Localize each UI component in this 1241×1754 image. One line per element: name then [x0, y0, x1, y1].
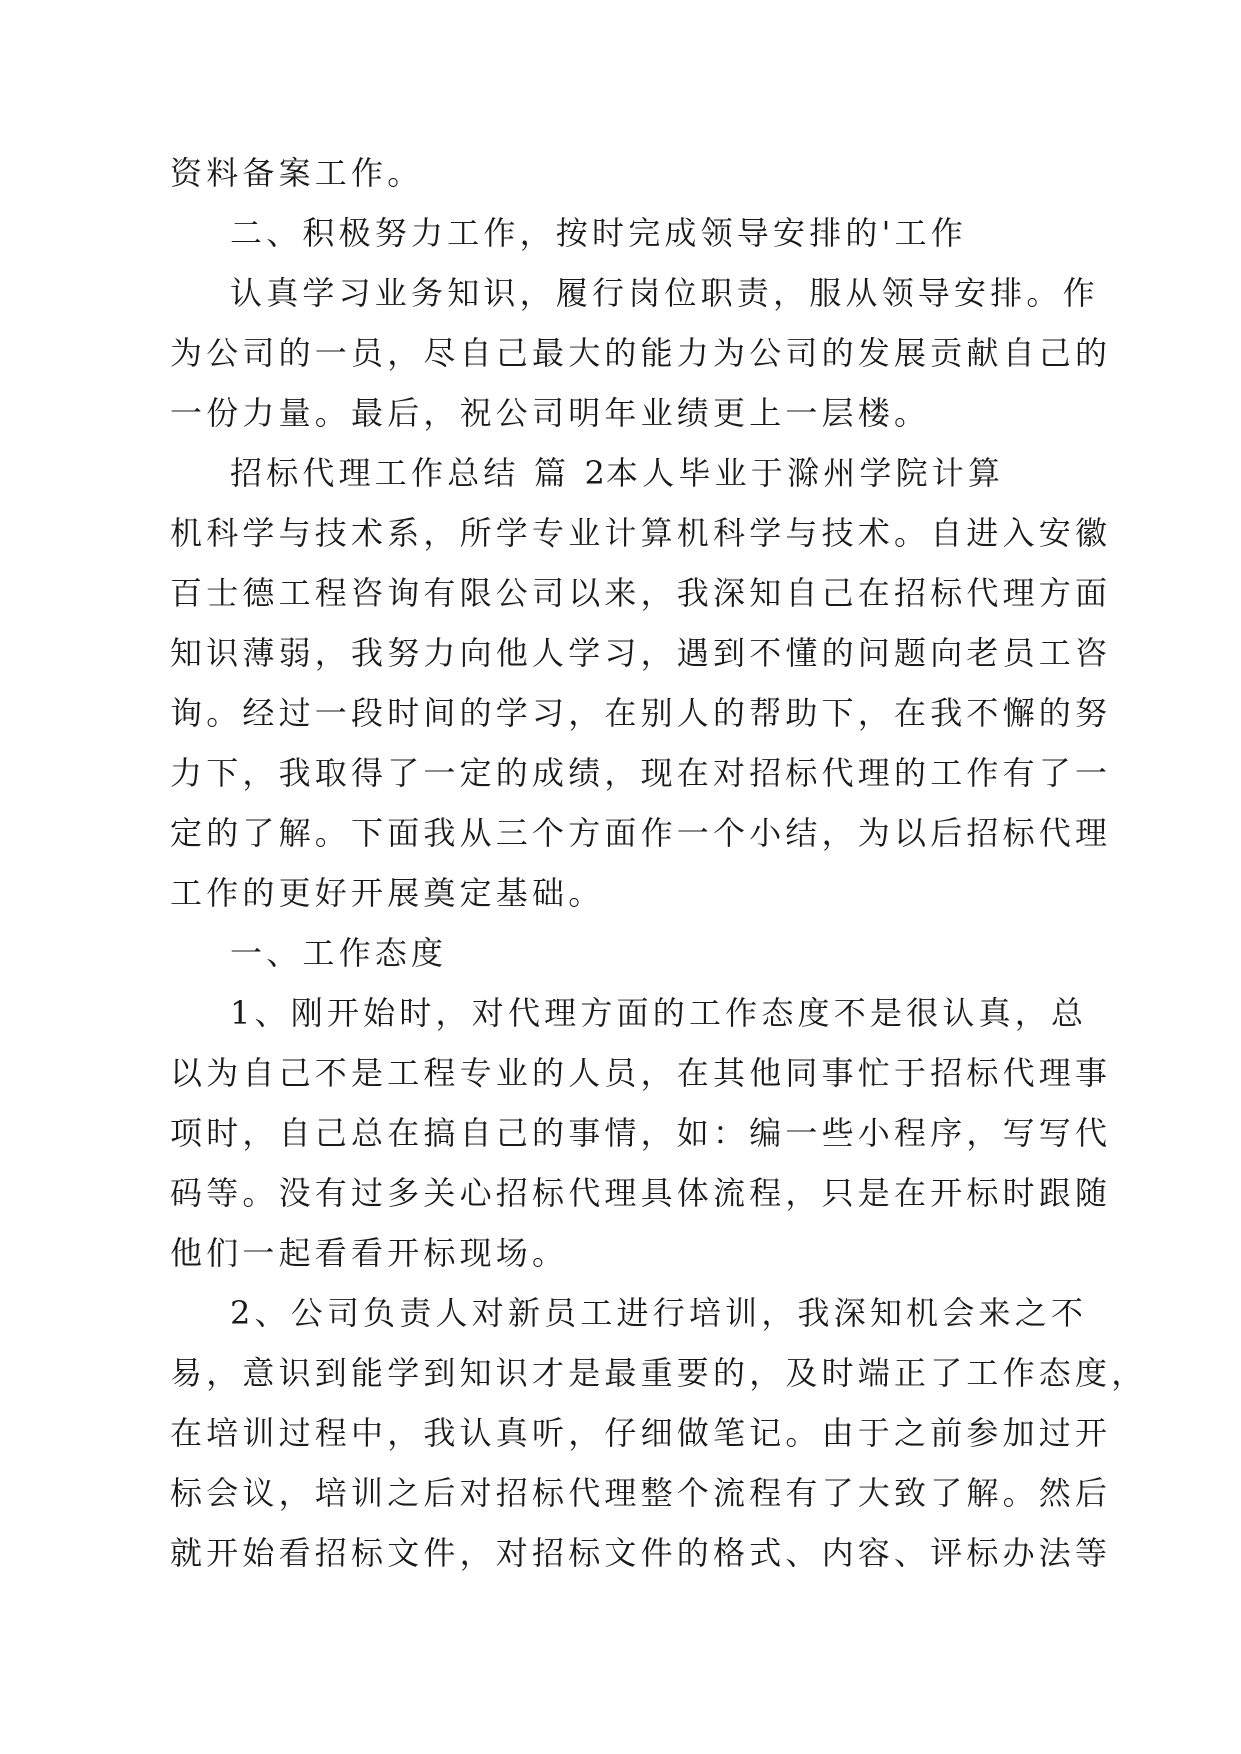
- text-line: [0, 448, 1241, 508]
- line-text: 机科学与技术系，所学专业计算机科学与技术。自进入安徽: [170, 514, 1112, 552]
- text-line: [0, 688, 1241, 748]
- text-line: [0, 148, 1241, 208]
- text-line: [0, 748, 1241, 808]
- text-line: [0, 1408, 1241, 1468]
- text-line: [0, 1348, 1241, 1408]
- text-line: [0, 268, 1241, 328]
- line-text: 百士德工程咨询有限公司以来，我深知自己在招标代理方面: [170, 574, 1112, 612]
- line-text: 2、公司负责人对新员工进行培训，我深知机会来之不: [230, 1294, 1088, 1332]
- text-line: [0, 568, 1241, 628]
- text-line: [0, 1228, 1241, 1288]
- line-text: 在培训过程中，我认真听，仔细做笔记。由于之前参加过开: [170, 1414, 1112, 1452]
- line-text: 标会议，培训之后对招标代理整个流程有了大致了解。然后: [170, 1474, 1112, 1512]
- line-text: 工作的更好开展奠定基础。: [170, 874, 605, 912]
- line-text: 就开始看招标文件，对招标文件的格式、内容、评标办法等: [170, 1534, 1112, 1572]
- line-text: 力下，我取得了一定的成绩，现在对招标代理的工作有了一: [170, 754, 1112, 792]
- text-line: [0, 328, 1241, 388]
- line-text: 易，意识到能学到知识才是最重要的，及时端正了工作态度，: [170, 1354, 1148, 1392]
- section-heading: [0, 208, 1241, 268]
- line-text: 项时，自己总在搞自己的事情，如：编一些小程序，写写代: [170, 1114, 1112, 1152]
- line-text: 询。经过一段时间的学习，在别人的帮助下，在我不懈的努: [170, 694, 1112, 732]
- text-line: [0, 1528, 1241, 1588]
- line-text: 认真学习业务知识，履行岗位职责，服从领导安排。作: [230, 274, 1099, 312]
- line-text: 1、刚开始时，对代理方面的工作态度不是很认真，总: [230, 994, 1088, 1032]
- text-line: [0, 508, 1241, 568]
- line-text: 一、工作态度: [230, 934, 448, 972]
- text-line: [0, 1468, 1241, 1528]
- line-text: 定的了解。下面我从三个方面作一个小结，为以后招标代理: [170, 814, 1112, 852]
- text-line: [0, 868, 1241, 928]
- line-text: 知识薄弱，我努力向他人学习，遇到不懂的问题向老员工咨: [170, 634, 1112, 672]
- text-line: [0, 1108, 1241, 1168]
- text-line: [0, 808, 1241, 868]
- line-text: 资料备案工作。: [170, 154, 424, 192]
- line-text: 本人毕业于滁州学院计算: [606, 454, 1005, 492]
- article-title: 招标代理工作总结 篇 2: [230, 454, 610, 492]
- line-text: 他们一起看看开标现场。: [170, 1234, 569, 1272]
- section-heading: [0, 928, 1241, 988]
- line-text: 二、积极努力工作，按时完成领导安排的'工作: [230, 214, 967, 252]
- line-text: 为公司的一员，尽自己最大的能力为公司的发展贡献自己的: [170, 334, 1112, 372]
- line-text: 一份力量。最后，祝公司明年业绩更上一层楼。: [170, 394, 931, 432]
- line-text: 码等。没有过多关心招标代理具体流程，只是在开标时跟随: [170, 1174, 1112, 1212]
- text-line: [0, 1048, 1241, 1108]
- line-text: 以为自己不是工程专业的人员，在其他同事忙于招标代理事: [170, 1054, 1112, 1092]
- text-line: [0, 1288, 1241, 1348]
- text-line: [0, 628, 1241, 688]
- text-line: [0, 388, 1241, 448]
- text-line: [0, 988, 1241, 1048]
- text-line: [0, 1168, 1241, 1228]
